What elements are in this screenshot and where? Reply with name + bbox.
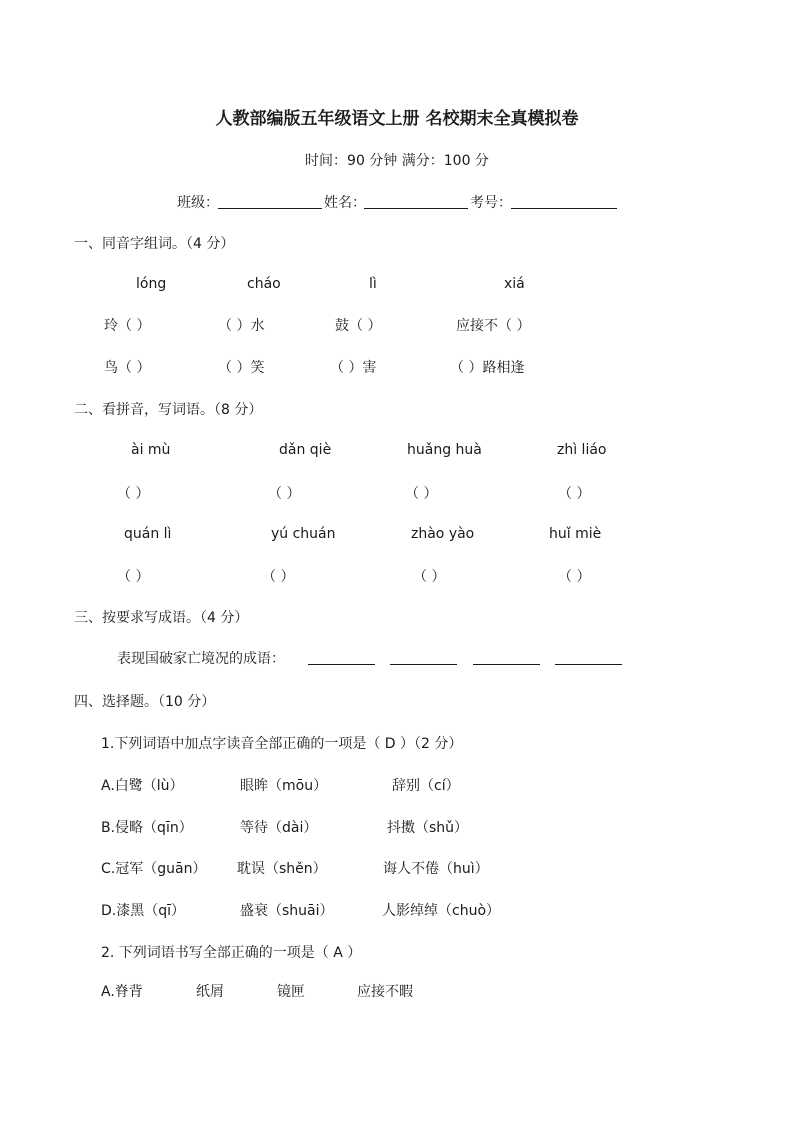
exam-no-blank[interactable] [511,208,617,209]
pinyin-label: huǐ miè [549,526,602,542]
option-item[interactable]: A.白鹭（lù） [101,778,184,794]
word-blank[interactable]: 鸟（ ） [104,360,151,376]
word-blank[interactable]: （ ）水 [218,318,265,334]
idiom-blank[interactable] [473,664,540,665]
pinyin-label: quán lì [124,526,172,542]
word-blank[interactable]: 玲（ ） [104,318,151,334]
answer-blank[interactable]: （ ） [558,486,591,502]
exam-no-label: 考号： [470,195,512,211]
pinyin-label: zhào yào [411,526,475,542]
word-blank[interactable]: （ ）害 [330,360,377,376]
option-item: 眼眸（mōu） [240,778,328,794]
class-label: 班级： [177,195,219,211]
pinyin-label: cháo [247,276,281,292]
exam-time-info: 时间：90 分钟 满分：100 分 [305,153,489,169]
option-item: 镜匣 [277,984,305,1000]
option-item: 应接不暇 [357,984,413,1000]
answer-blank[interactable]: （ ） [558,569,591,585]
idiom-blank[interactable] [555,664,622,665]
answer-blank[interactable]: （ ） [405,486,438,502]
pinyin-label: lì [369,276,377,292]
class-blank[interactable] [218,208,322,209]
option-item: 等待（dài） [240,820,318,836]
pinyin-label: dǎn qiè [279,442,332,458]
option-item[interactable]: C.冠军（guān） [101,861,207,877]
option-item[interactable]: B.侵略（qīn） [101,820,193,836]
pinyin-label: huǎng huà [407,442,482,458]
idiom-blank[interactable] [390,664,457,665]
word-blank[interactable]: （ ）笑 [218,360,265,376]
word-blank[interactable]: 鼓（ ） [335,318,382,334]
word-blank[interactable]: 应接不（ ） [456,318,531,334]
answer-blank[interactable]: （ ） [117,569,150,585]
page-title: 人教部编版五年级语文上册 名校期末全真模拟卷 [215,109,579,129]
answer-blank[interactable]: （ ） [117,486,150,502]
name-label: 姓名： [324,195,366,211]
option-item: 盛衰（shuāi） [240,903,334,919]
pinyin-label: xiá [504,276,525,292]
pinyin-label: lóng [136,276,167,292]
section1-heading: 一、同音字组词。（4 分） [74,236,235,252]
option-item: 纸屑 [196,984,224,1000]
option-item: 抖擞（shǔ） [387,820,469,836]
answer-blank[interactable]: （ ） [268,486,301,502]
pinyin-label: zhì liáo [557,442,607,458]
question-stem: 2. 下列词语书写全部正确的一项是（ A ） [101,945,362,961]
section3-heading: 三、按要求写成语。（4 分） [74,610,249,626]
section2-heading: 二、看拼音，写词语。（8 分） [74,402,263,418]
answer-blank[interactable]: （ ） [413,569,446,585]
option-item: 辞别（cí） [392,778,460,794]
answer-blank[interactable]: （ ） [262,569,295,585]
option-item: 诲人不倦（huì） [383,861,489,877]
section4-heading: 四、选择题。（10 分） [74,694,216,710]
name-blank[interactable] [364,208,468,209]
pinyin-label: ài mù [131,442,171,458]
option-item: 耽误（shěn） [237,861,327,877]
option-item[interactable]: D.漆黑（qī） [101,903,186,919]
idiom-prompt: 表现国破家亡境况的成语： [117,651,285,667]
option-item: 人影绰绰（chuò） [382,903,501,919]
idiom-blank[interactable] [308,664,375,665]
word-blank[interactable]: （ ）路相逢 [450,360,525,376]
question-stem: 1.下列词语中加点字读音全部正确的一项是（ D ）（2 分） [101,736,463,752]
option-item[interactable]: A.脊背 [101,984,143,1000]
pinyin-label: yú chuán [271,526,336,542]
